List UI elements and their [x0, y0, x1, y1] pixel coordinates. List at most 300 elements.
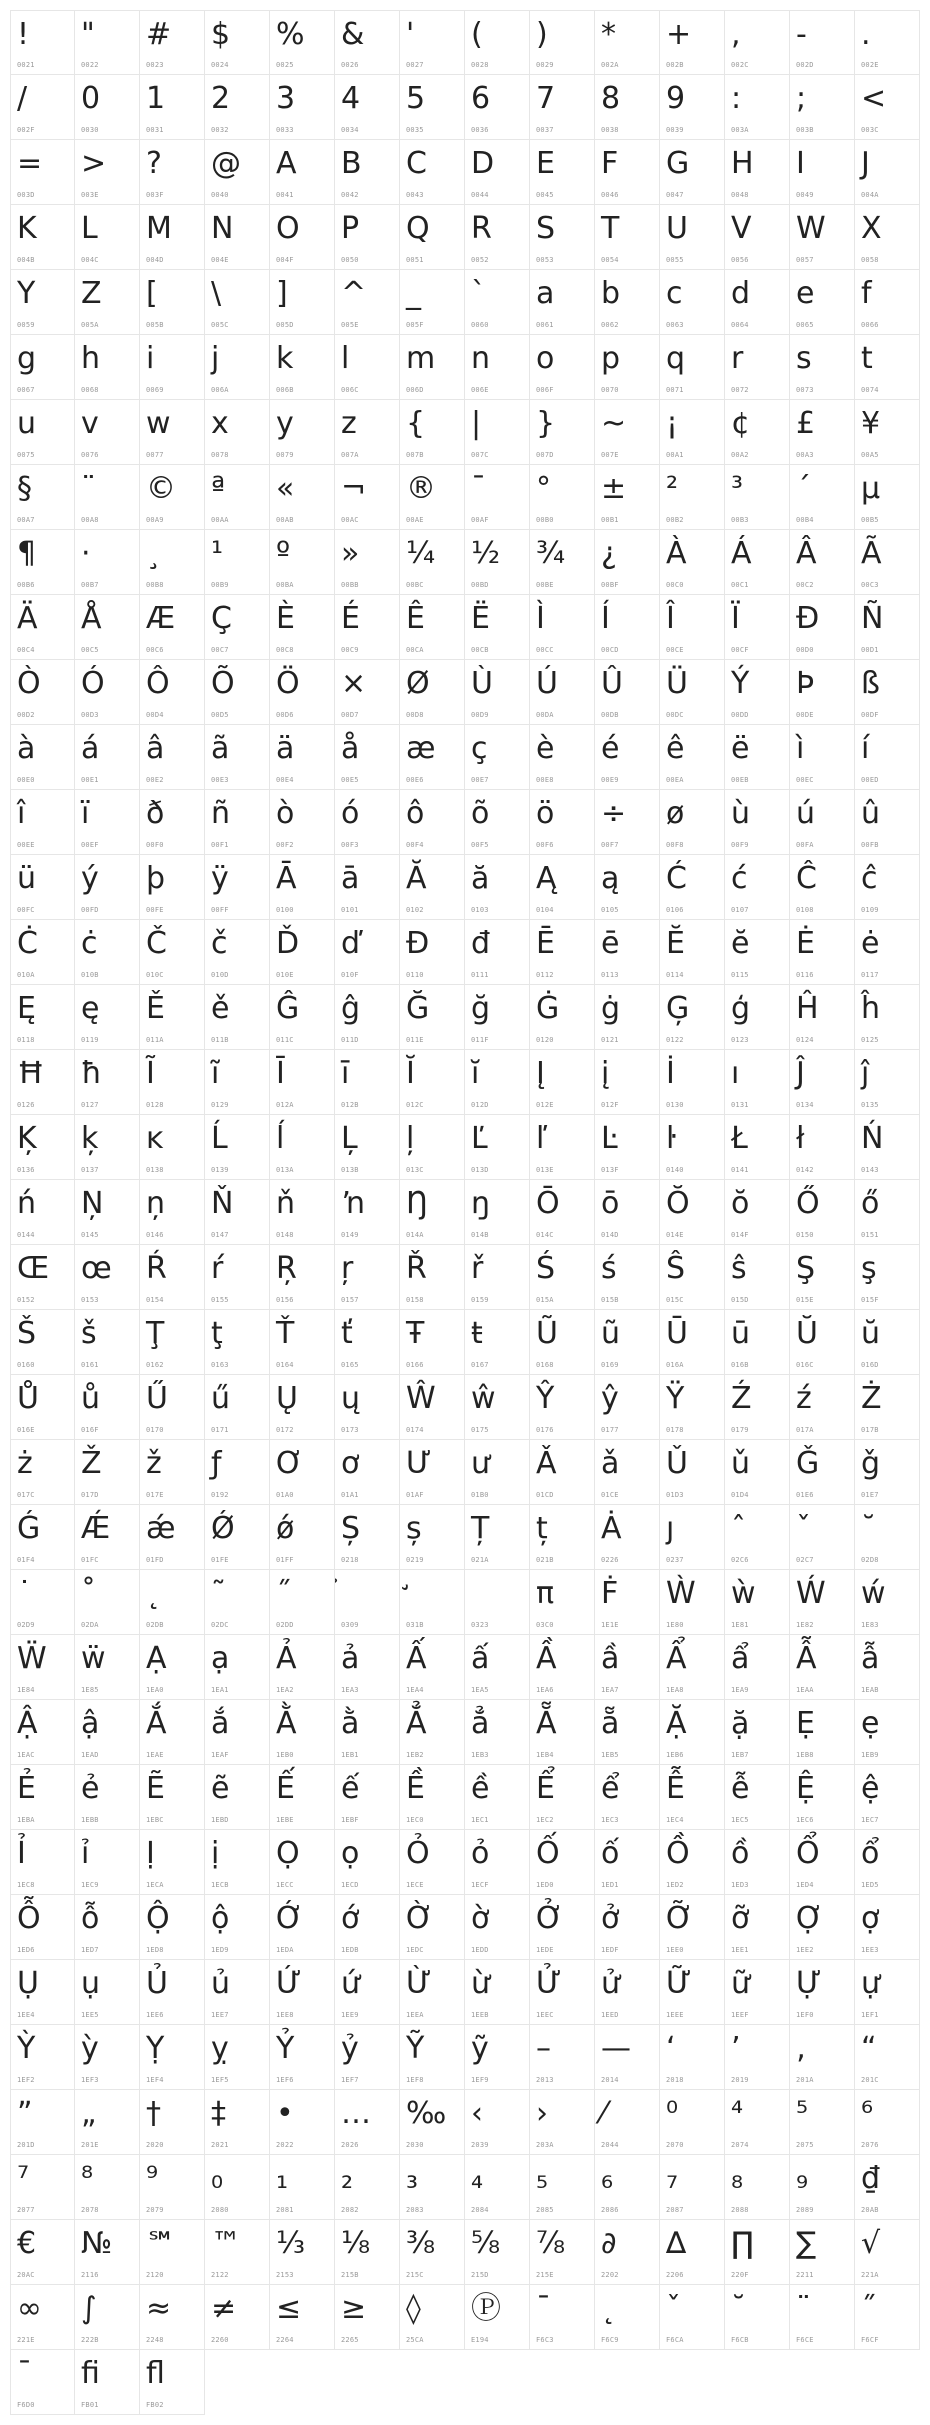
glyph-cell — [790, 1310, 855, 1375]
glyph-code: 2022 — [276, 2141, 294, 2149]
glyph-code: 00A1 — [666, 451, 684, 459]
glyph-char: l — [341, 341, 350, 376]
glyph-char: ” — [17, 2096, 33, 2131]
glyph-code: 0144 — [17, 1231, 35, 1239]
glyph-char: ≤ — [276, 2291, 302, 2326]
glyph-cell — [205, 1700, 270, 1765]
glyph-code: 0079 — [276, 451, 294, 459]
glyph-cell — [855, 2090, 920, 2155]
glyph-cell — [400, 335, 465, 400]
glyph-char: r — [731, 341, 744, 376]
glyph-char: Ġ — [536, 991, 560, 1026]
glyph-code: 01FE — [211, 1556, 229, 1564]
glyph-code: 00DD — [731, 711, 749, 719]
glyph-code: 003A — [731, 126, 749, 134]
glyph-cell — [10, 790, 75, 855]
glyph-char: ⁶ — [861, 2096, 874, 2131]
glyph-code: 2086 — [601, 2206, 619, 2214]
glyph-char: ǽ — [146, 1511, 176, 1546]
glyph-cell — [400, 1700, 465, 1765]
glyph-code: 013A — [276, 1166, 294, 1174]
glyph-cell — [465, 855, 530, 920]
glyph-char: o — [536, 341, 555, 376]
glyph-cell — [205, 660, 270, 725]
glyph-cell — [400, 1635, 465, 1700]
glyph-code: 1EBA — [17, 1816, 35, 1824]
glyph-cell — [790, 465, 855, 530]
glyph-cell — [595, 725, 660, 790]
glyph-char: Ế — [276, 1771, 295, 1806]
glyph-char: ũ — [601, 1316, 621, 1351]
glyph-code: 2030 — [406, 2141, 424, 2149]
glyph-cell — [660, 270, 725, 335]
glyph-cell — [595, 270, 660, 335]
glyph-cell — [270, 1895, 335, 1960]
glyph-cell — [595, 10, 660, 75]
glyph-cell — [10, 2025, 75, 2090]
glyph-cell — [400, 1505, 465, 1570]
glyph-char: ĝ — [341, 991, 361, 1026]
glyph-cell — [140, 10, 205, 75]
glyph-code: 0130 — [666, 1101, 684, 1109]
glyph-cell — [790, 1765, 855, 1830]
glyph-char: L — [81, 211, 98, 246]
glyph-char: Ė — [796, 926, 815, 961]
glyph-char: ọ — [341, 1836, 360, 1871]
glyph-code: 0125 — [861, 1036, 879, 1044]
glyph-code: 1EAD — [81, 1751, 99, 1759]
glyph-cell — [790, 1505, 855, 1570]
glyph-code: 02D8 — [861, 1556, 879, 1564]
glyph-cell — [140, 1635, 205, 1700]
glyph-code: 1ECE — [406, 1881, 424, 1889]
glyph-cell — [270, 1440, 335, 1505]
glyph-cell — [10, 1180, 75, 1245]
glyph-code: 00D9 — [471, 711, 489, 719]
glyph-cell — [335, 595, 400, 660]
glyph-code: 0146 — [146, 1231, 164, 1239]
glyph-code: 0029 — [536, 61, 554, 69]
glyph-code: 0041 — [276, 191, 294, 199]
glyph-char: ã — [211, 731, 230, 766]
glyph-code: 014B — [471, 1231, 489, 1239]
glyph-code: 00B0 — [536, 516, 554, 524]
glyph-char: Ŧ — [406, 1316, 425, 1351]
glyph-code: 004B — [17, 256, 35, 264]
glyph-cell — [530, 1765, 595, 1830]
glyph-code: 2077 — [17, 2206, 35, 2214]
glyph-char: X — [861, 211, 882, 246]
glyph-char: Ț — [471, 1511, 490, 1546]
glyph-char: Ċ — [17, 926, 38, 961]
glyph-char: ° — [536, 471, 551, 506]
glyph-char: Ả — [276, 1641, 297, 1676]
glyph-cell — [335, 2285, 400, 2350]
glyph-code: 0040 — [211, 191, 229, 199]
glyph-cell — [465, 1700, 530, 1765]
glyph-code: 0110 — [406, 971, 424, 979]
glyph-cell — [270, 465, 335, 530]
glyph-code: 0058 — [861, 256, 879, 264]
glyph-cell — [335, 2155, 400, 2220]
glyph-code: 00FE — [146, 906, 164, 914]
glyph-code: 2026 — [341, 2141, 359, 2149]
glyph-code: 0323 — [471, 1621, 489, 1629]
glyph-code: 220F — [731, 2271, 749, 2279]
glyph-char: ˙ — [17, 1576, 32, 1611]
glyph-cell — [270, 1635, 335, 1700]
glyph-cell — [530, 920, 595, 985]
glyph-char: A — [276, 146, 297, 181]
glyph-char: ¬ — [341, 471, 367, 506]
glyph-char: ₃ — [406, 2161, 419, 2196]
glyph-char: Ł — [731, 1121, 748, 1156]
glyph-char: ﬁ — [81, 2356, 100, 2391]
glyph-cell — [140, 1375, 205, 1440]
glyph-cell — [10, 725, 75, 790]
glyph-code: 02DC — [211, 1621, 229, 1629]
glyph-char: m — [406, 341, 436, 376]
glyph-code: 011C — [276, 1036, 294, 1044]
glyph-char: Ẽ — [146, 1771, 165, 1806]
glyph-char: √ — [861, 2226, 881, 2261]
glyph-char: Ì — [536, 601, 545, 636]
glyph-code: 03C0 — [536, 1621, 554, 1629]
glyph-code: 00C0 — [666, 581, 684, 589]
glyph-code: 015F — [861, 1296, 879, 1304]
glyph-cell — [725, 1180, 790, 1245]
glyph-cell — [790, 595, 855, 660]
glyph-char: O — [276, 211, 300, 246]
glyph-cell — [335, 1115, 400, 1180]
glyph-code: 01FF — [276, 1556, 294, 1564]
glyph-char: 6 — [471, 81, 491, 116]
glyph-code: 005F — [406, 321, 424, 329]
glyph-cell — [465, 1505, 530, 1570]
glyph-code: 003C — [861, 126, 879, 134]
glyph-cell — [855, 2220, 920, 2285]
glyph-char: ễ — [731, 1771, 750, 1806]
glyph-cell — [595, 1960, 660, 2025]
glyph-code: 010F — [341, 971, 359, 979]
glyph-code: 00CC — [536, 646, 554, 654]
glyph-cell — [270, 790, 335, 855]
glyph-cell — [270, 270, 335, 335]
glyph-code: 003D — [17, 191, 35, 199]
glyph-code: 215D — [471, 2271, 489, 2279]
glyph-cell — [725, 2090, 790, 2155]
glyph-cell — [465, 335, 530, 400]
glyph-char: Ǽ — [81, 1511, 111, 1546]
glyph-cell — [400, 1310, 465, 1375]
glyph-char: k — [276, 341, 294, 376]
glyph-code: 1EA4 — [406, 1686, 424, 1694]
glyph-char: Ţ — [146, 1316, 165, 1351]
glyph-char: « — [276, 471, 295, 506]
glyph-code: 00F5 — [471, 841, 489, 849]
glyph-code: 203A — [536, 2141, 554, 2149]
glyph-code: 1EE9 — [341, 2011, 359, 2019]
glyph-code: 02DB — [146, 1621, 164, 1629]
glyph-char: 7 — [536, 81, 556, 116]
glyph-cell — [595, 2220, 660, 2285]
glyph-cell — [595, 1505, 660, 1570]
glyph-char: đ — [471, 926, 491, 961]
glyph-char: ằ — [341, 1706, 360, 1741]
glyph-code: 0108 — [796, 906, 814, 914]
glyph-code: 0068 — [81, 386, 99, 394]
glyph-cell — [10, 335, 75, 400]
glyph-char: Ũ — [536, 1316, 558, 1351]
glyph-cell — [595, 1375, 660, 1440]
glyph-cell — [335, 1050, 400, 1115]
glyph-cell — [335, 1245, 400, 1310]
glyph-code: 016B — [731, 1361, 749, 1369]
glyph-char: ¥ — [861, 406, 881, 441]
glyph-cell — [140, 985, 205, 1050]
glyph-char: Ừ — [406, 1966, 432, 2001]
glyph-char: ™ — [211, 2226, 241, 2261]
glyph-cell — [270, 725, 335, 790]
glyph-cell — [205, 1050, 270, 1115]
glyph-char: Ğ — [406, 991, 430, 1026]
glyph-cell — [725, 1115, 790, 1180]
glyph-code: 0137 — [81, 1166, 99, 1174]
glyph-cell — [595, 1180, 660, 1245]
glyph-cell — [855, 10, 920, 75]
glyph-code: 012A — [276, 1101, 294, 1109]
glyph-cell — [790, 920, 855, 985]
glyph-char: n — [471, 341, 491, 376]
glyph-cell — [790, 1960, 855, 2025]
glyph-cell — [465, 270, 530, 335]
glyph-code: 016F — [81, 1426, 99, 1434]
glyph-cell — [855, 985, 920, 1050]
glyph-cell — [465, 1050, 530, 1115]
glyph-char: Ē — [536, 926, 555, 961]
glyph-cell — [465, 2025, 530, 2090]
glyph-code: 00C4 — [17, 646, 35, 654]
glyph-char: G — [666, 146, 690, 181]
glyph-code: 02C7 — [796, 1556, 814, 1564]
glyph-char: B — [341, 146, 362, 181]
glyph-cell — [595, 1115, 660, 1180]
glyph-cell — [530, 1895, 595, 1960]
glyph-char: ặ — [731, 1706, 750, 1741]
glyph-char: – — [536, 2031, 551, 2066]
glyph-char: _ — [406, 276, 421, 311]
glyph-cell — [855, 1570, 920, 1635]
glyph-cell — [400, 2220, 465, 2285]
glyph-cell — [75, 855, 140, 920]
glyph-cell — [790, 660, 855, 725]
glyph-char: í — [861, 731, 870, 766]
glyph-cell — [530, 1180, 595, 1245]
glyph-char: ố — [601, 1836, 620, 1871]
glyph-char: Ū — [666, 1316, 688, 1351]
glyph-char: Ẃ — [796, 1576, 826, 1611]
glyph-code: 00E7 — [471, 776, 489, 784]
glyph-code: 0178 — [666, 1426, 684, 1434]
glyph-code: 2074 — [731, 2141, 749, 2149]
glyph-code: 0061 — [536, 321, 554, 329]
glyph-char: Ớ — [276, 1901, 304, 1936]
glyph-cell — [595, 790, 660, 855]
glyph-code: 0120 — [536, 1036, 554, 1044]
glyph-char: ữ — [731, 1966, 751, 2001]
glyph-code: 014E — [666, 1231, 684, 1239]
glyph-code: 1EAE — [146, 1751, 164, 1759]
glyph-char: ₅ — [536, 2161, 549, 2196]
glyph-cell — [725, 855, 790, 920]
glyph-code: 0237 — [666, 1556, 684, 1564]
glyph-cell — [725, 465, 790, 530]
glyph-cell — [270, 2025, 335, 2090]
glyph-code: 2211 — [796, 2271, 814, 2279]
glyph-cell — [400, 2090, 465, 2155]
glyph-cell — [465, 1830, 530, 1895]
glyph-cell — [75, 1115, 140, 1180]
glyph-char: ł — [796, 1121, 805, 1156]
glyph-code: 0122 — [666, 1036, 684, 1044]
glyph-char: Ů — [17, 1381, 39, 1416]
glyph-cell — [140, 920, 205, 985]
glyph-code: 00B6 — [17, 581, 35, 589]
glyph-cell — [205, 530, 270, 595]
glyph-code: 1EDE — [536, 1946, 554, 1954]
glyph-code: 00EB — [731, 776, 749, 784]
glyph-code: 201E — [81, 2141, 99, 2149]
glyph-char: Ở — [536, 1901, 564, 1936]
glyph-cell — [465, 2220, 530, 2285]
glyph-cell — [75, 400, 140, 465]
glyph-cell — [10, 1440, 75, 1505]
glyph-cell — [400, 2025, 465, 2090]
glyph-char: ⁹ — [146, 2161, 159, 2196]
glyph-char: ¼ — [406, 536, 436, 571]
glyph-code: 021A — [471, 1556, 489, 1564]
glyph-char: E — [536, 146, 555, 181]
glyph-char: Ŗ — [276, 1251, 297, 1286]
glyph-char: 3 — [276, 81, 296, 116]
glyph-cell — [855, 1245, 920, 1310]
glyph-char: Ď — [276, 926, 300, 961]
glyph-cell — [335, 2220, 400, 2285]
glyph-cell — [140, 205, 205, 270]
glyph-code: 1E83 — [861, 1621, 879, 1629]
glyph-cell — [595, 1895, 660, 1960]
glyph-code: 0138 — [146, 1166, 164, 1174]
glyph-char: ť — [341, 1316, 353, 1351]
glyph-code: 00A9 — [146, 516, 164, 524]
glyph-char: © — [146, 471, 176, 506]
glyph-code: 0044 — [471, 191, 489, 199]
glyph-cell — [530, 75, 595, 140]
glyph-char: Ệ — [796, 1771, 815, 1806]
glyph-cell — [75, 1765, 140, 1830]
glyph-code: 00F3 — [341, 841, 359, 849]
glyph-char: Å — [81, 601, 102, 636]
glyph-char: Î — [666, 601, 675, 636]
glyph-char: y — [276, 406, 294, 441]
glyph-code: 0158 — [406, 1296, 424, 1304]
glyph-cell — [660, 1765, 725, 1830]
glyph-code: 002A — [601, 61, 619, 69]
glyph-char: , — [731, 17, 741, 52]
glyph-char: Œ — [17, 1251, 50, 1286]
glyph-char: ử — [601, 1966, 621, 2001]
glyph-code: 013C — [406, 1166, 424, 1174]
glyph-code: 1EC7 — [861, 1816, 879, 1824]
glyph-char: h — [81, 341, 101, 376]
glyph-code: 2264 — [276, 2336, 294, 2344]
glyph-code: 1ED2 — [666, 1881, 684, 1889]
glyph-char: ) — [536, 17, 548, 52]
glyph-code: 00C1 — [731, 581, 749, 589]
glyph-code: 0157 — [341, 1296, 359, 1304]
glyph-char: ₇ — [666, 2161, 679, 2196]
glyph-char: ⁴ — [731, 2096, 744, 2131]
glyph-char: ⅞ — [536, 2226, 566, 2261]
glyph-char: ı — [731, 1056, 740, 1091]
glyph-char: ℠ — [146, 2226, 177, 2261]
glyph-char: ŗ — [341, 1251, 354, 1286]
glyph-char: ˚ — [81, 1576, 96, 1611]
glyph-char: π — [536, 1576, 555, 1611]
glyph-code: 1EC8 — [17, 1881, 35, 1889]
glyph-cell — [855, 1375, 920, 1440]
glyph-cell — [400, 1180, 465, 1245]
glyph-code: 1EAB — [861, 1686, 879, 1694]
glyph-cell — [530, 335, 595, 400]
glyph-char: Ê — [406, 601, 425, 636]
glyph-char: ý — [81, 861, 99, 896]
glyph-char: + — [666, 17, 692, 52]
glyph-code: 1EE1 — [731, 1946, 749, 1954]
glyph-cell — [205, 1310, 270, 1375]
glyph-char: Þ — [796, 666, 815, 701]
glyph-cell — [140, 1765, 205, 1830]
glyph-code: 1EE0 — [666, 1946, 684, 1954]
glyph-cell — [790, 2090, 855, 2155]
glyph-char: ą — [601, 861, 620, 896]
glyph-cell — [530, 1570, 595, 1635]
glyph-code: 004D — [146, 256, 164, 264]
glyph-code: E194 — [471, 2336, 489, 2344]
glyph-code: 013F — [601, 1166, 619, 1174]
glyph-code: 005B — [146, 321, 164, 329]
glyph-char: q — [666, 341, 686, 376]
glyph-code: 00C8 — [276, 646, 294, 654]
glyph-char: Ą — [536, 861, 557, 896]
glyph-char: ₈ — [731, 2161, 744, 2196]
glyph-char: ˛ — [146, 1576, 161, 1611]
glyph-code: 0022 — [81, 61, 99, 69]
glyph-char: Ú — [536, 666, 558, 701]
glyph-code: 201A — [796, 2076, 814, 2084]
glyph-code: 0119 — [81, 1036, 99, 1044]
glyph-char: T — [601, 211, 620, 246]
glyph-cell — [335, 1310, 400, 1375]
glyph-cell — [465, 530, 530, 595]
glyph-cell — [10, 1310, 75, 1375]
glyph-code: 0031 — [146, 126, 164, 134]
glyph-code: 00A3 — [796, 451, 814, 459]
glyph-char: Ẁ — [666, 1576, 696, 1611]
glyph-cell — [855, 725, 920, 790]
glyph-cell — [10, 2285, 75, 2350]
glyph-char: Ợ — [796, 1901, 824, 1936]
